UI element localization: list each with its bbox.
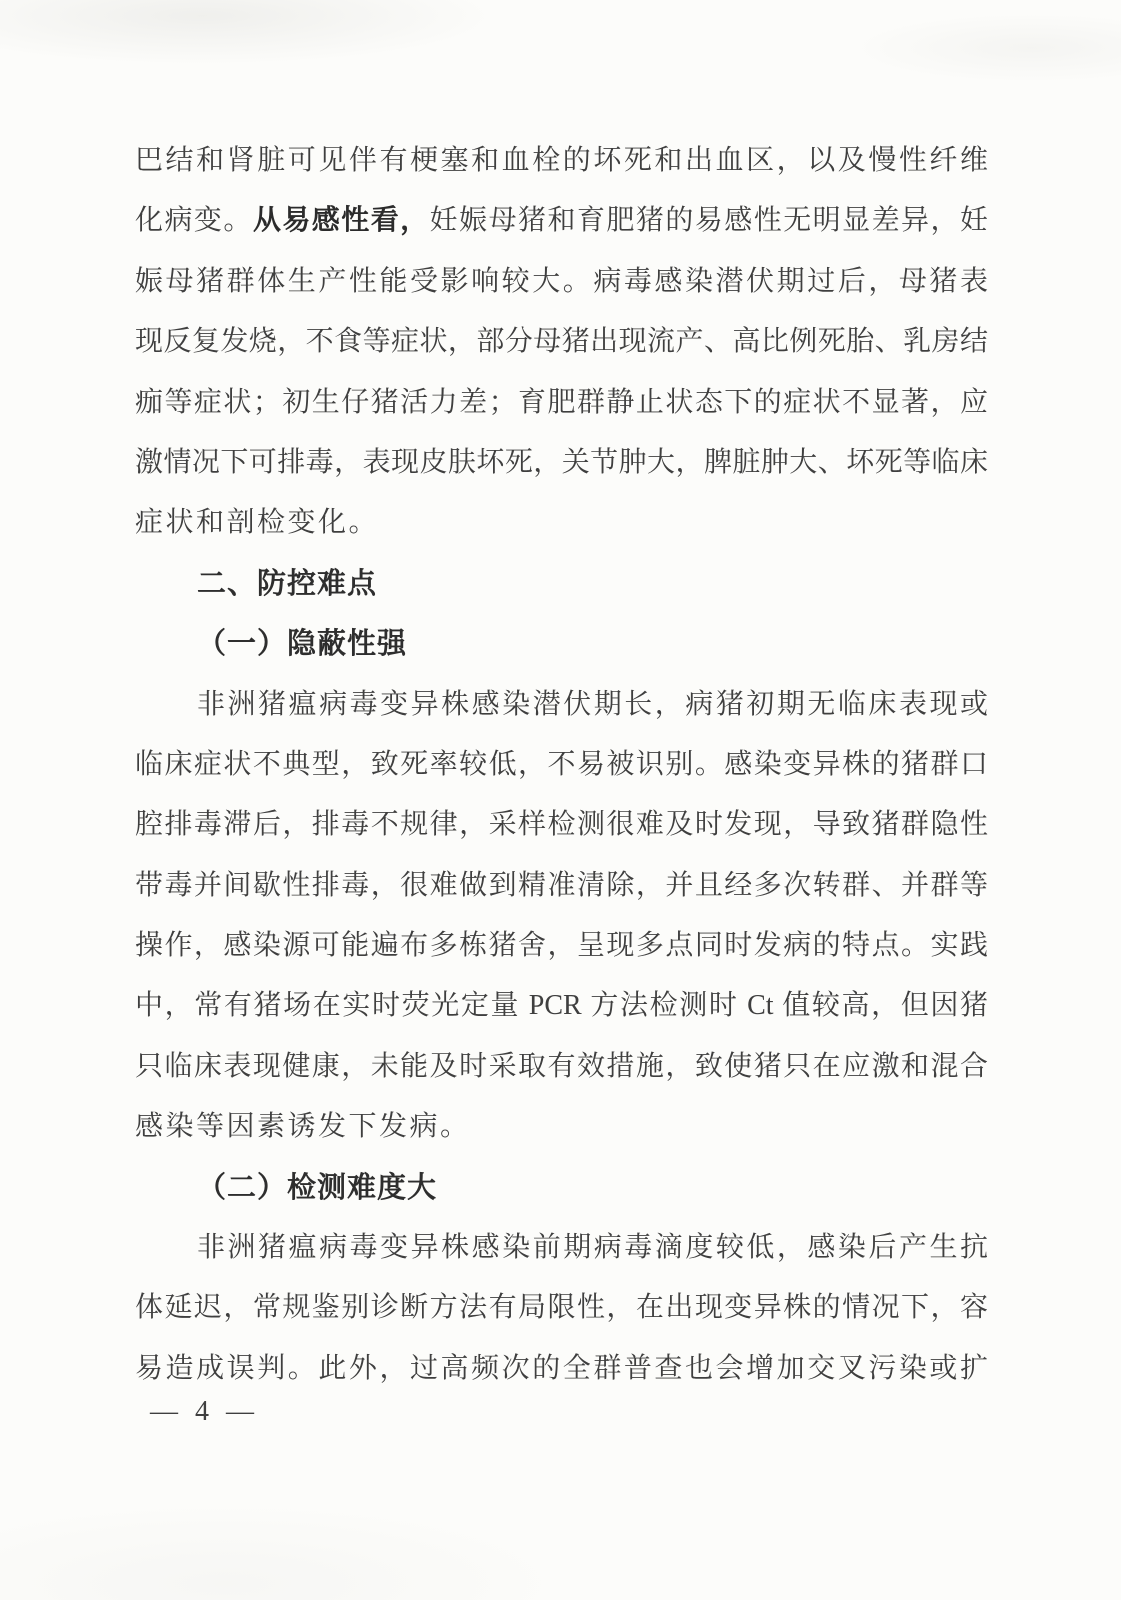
section-heading-difficulties: 二、防控难点 <box>197 567 378 600</box>
body-line-segment: 妊娠母猪和育肥猪的易感性无明显差异，妊 <box>429 205 988 237</box>
body-line: 感染等因素诱发下发病。 <box>135 1111 471 1143</box>
body-line-segment: 化病变。 <box>135 205 253 237</box>
body-line: 带毒并间歇性排毒，很难做到精准清除，并且经多次转群、并群等 <box>135 869 988 901</box>
body-line: 体延迟，常规鉴别诊断方法有局限性，在出现变异株的情况下，容 <box>135 1292 988 1324</box>
body-line: 巴结和肾脏可见伴有梗塞和血栓的坏死和出血区，以及慢性纤维 <box>135 145 988 176</box>
body-line: 易造成误判。此外，过高频次的全群普查也会增加交叉污染或扩 <box>135 1352 988 1384</box>
body-line: 现反复发烧，不食等症状，部分母猪出现流产、高比例死胎、乳房结 <box>135 326 988 358</box>
body-line: 操作，感染源可能遍布多栋猪舍，呈现多点同时发病的特点。实践 <box>135 930 988 962</box>
subsection-heading-concealment: （一）隐蔽性强 <box>197 628 408 661</box>
body-line: 痂等症状；初生仔猪活力差；育肥群静止状态下的症状不显著，应 <box>135 386 988 418</box>
body-line: 只临床表现健康，未能及时采取有效措施，致使猪只在应激和混合 <box>135 1050 988 1082</box>
subsection-heading-detection: （二）检测难度大 <box>197 1171 438 1204</box>
body-line-paragraph-start: 非洲猪瘟病毒变异株感染潜伏期长，病猪初期无临床表现或 <box>197 688 988 720</box>
body-line <box>135 191 988 251</box>
document-text-block <box>135 131 988 1399</box>
body-line-paragraph-start: 非洲猪瘟病毒变异株感染前期病毒滴度较低，感染后产生抗 <box>197 1232 988 1264</box>
body-line: 症状和剖检变化。 <box>135 507 380 539</box>
body-line: 中，常有猪场在实时荧光定量 PCR 方法检测时 Ct 值较高，但因猪 <box>135 990 988 1022</box>
body-line: 娠母猪群体生产性能受影响较大。病毒感染潜伏期过后，母猪表 <box>135 265 988 297</box>
emphasized-phrase: 从易感性看， <box>252 205 430 237</box>
body-line: 腔排毒滞后，排毒不规律，采样检测很难及时发现，导致猪群隐性 <box>135 809 988 841</box>
body-line: 临床症状不典型，致死率较低，不易被识别。感染变异株的猪群口 <box>135 748 988 780</box>
body-line: 激情况下可排毒，表现皮肤坏死，关节肿大，脾脏肿大、坏死等临床 <box>135 446 988 478</box>
page-number: — 4 — <box>150 1396 259 1427</box>
